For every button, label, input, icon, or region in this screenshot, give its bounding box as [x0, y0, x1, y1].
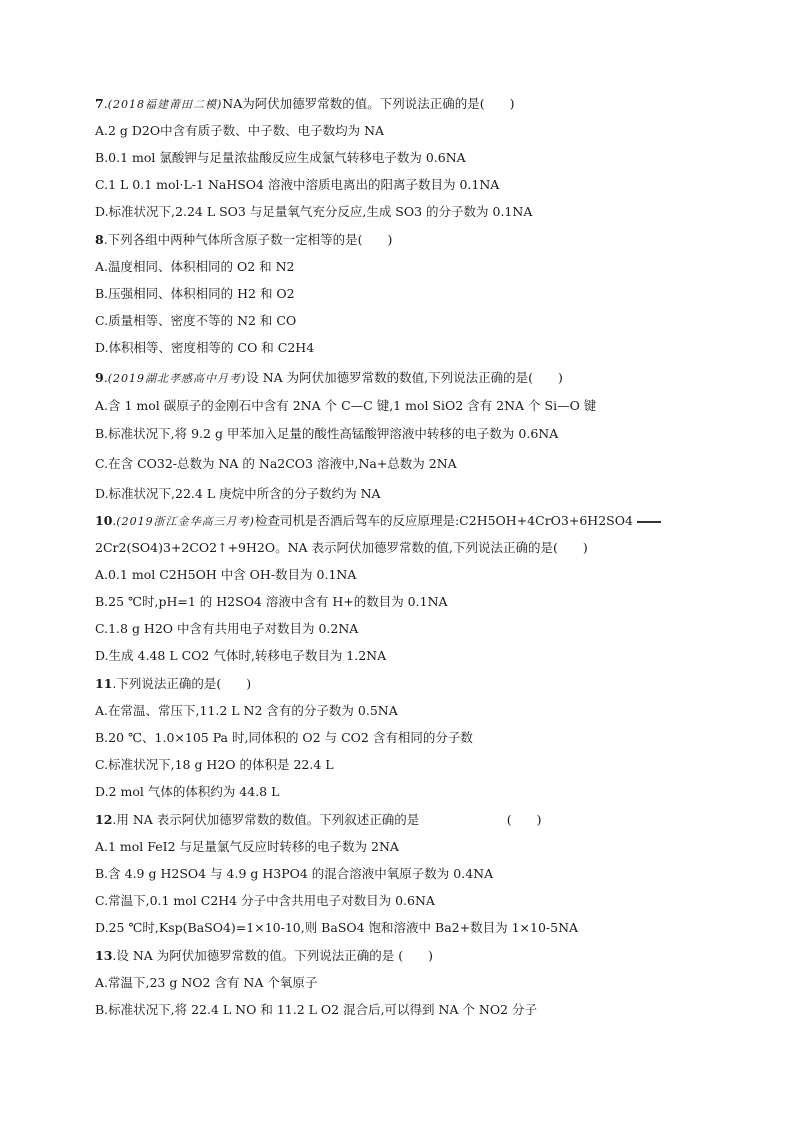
option-line: A.1 mol FeI2 与足量氯气反应时转移的电子数为 2NA — [95, 839, 399, 854]
option-line: D.25 ℃时,Ksp(BaSO4)=1×10-10,则 BaSO4 饱和溶液中 Ba2+数目为 1×10-5NA — [95, 920, 579, 935]
option-line: A.含 1 mol 碳原子的金刚石中含有 2NA 个 C—C 键,1 mol SiO2 含有 2NA 个 Si—O 键 — [95, 398, 597, 413]
question-text: .设 NA 为阿伏加德罗常数的值。下列说法正确的是 ( ) — [112, 948, 434, 963]
question-number: 10 — [95, 513, 113, 528]
question-number: 11 — [95, 676, 113, 691]
option-line: C.标准状况下,18 g H2O 的体积是 22.4 L — [95, 757, 334, 772]
question-source: (2019浙江金华高三月考) — [116, 515, 255, 528]
question-10-stem: 10.(2019浙江金华高三月考)检查司机是否酒后驾车的反应原理是:C2H5OH+4CrO3+6H2SO4 — [95, 513, 661, 530]
option-line: D.生成 4.48 L CO2 气体时,转移电子数目为 1.2NA — [95, 648, 387, 663]
question-text: .下列说法正确的是( ) — [112, 676, 252, 691]
option-line: C.在含 CO32-总数为 NA 的 Na2CO3 溶液中,Na+总数为 2NA — [95, 456, 457, 471]
question-number: 8 — [95, 232, 104, 247]
option-line: A.0.1 mol C2H5OH 中含 OH-数目为 0.1NA — [95, 567, 357, 582]
question-10-stem-continued: 2Cr2(SO4)3+2CO2↑+9H2O。NA 表示阿伏加德罗常数的值,下列说法正确的是( ) — [95, 540, 588, 555]
option-line: D.体积相等、密度相等的 CO 和 C2H4 — [95, 340, 315, 355]
question-number: 12 — [95, 812, 113, 827]
question-text: 检查司机是否酒后驾车的反应原理是:C2H5OH+4CrO3+6H2SO4 — [254, 513, 633, 528]
question-text: .下列各组中两种气体所含原子数一定相等的是( ) — [103, 232, 393, 247]
option-line: C.常温下,0.1 mol C2H4 分子中含共用电子对数目为 0.6NA — [95, 893, 435, 908]
question-number: 13 — [95, 948, 113, 963]
option-line: D.标准状况下,2.24 L SO3 与足量氧气充分反应,生成 SO3 的分子数为 0.1NA — [95, 204, 533, 219]
question-13-stem — [95, 948, 433, 964]
option-line: A.温度相同、体积相同的 O2 和 N2 — [95, 259, 295, 274]
question-number: 7 — [95, 96, 104, 111]
question-8-stem — [95, 232, 392, 248]
question-text: .用 NA 表示阿伏加德罗常数的数值。下列叙述正确的是 ( ) — [112, 812, 542, 827]
option-line: C.1.8 g H2O 中含有共用电子对数目为 0.2NA — [95, 621, 359, 636]
option-line: C.1 L 0.1 mol·L-1 NaHSO4 溶液中溶质电离出的阳离子数目为 0.1NA — [95, 177, 500, 192]
question-text: 设 NA 为阿伏加德罗常数的数值,下列说法正确的是( ) — [246, 370, 563, 385]
question-9-stem: 9.(2019湖北孝感高中月考)设 NA 为阿伏加德罗常数的数值,下列说法正确的是( ) — [95, 370, 563, 385]
question-text: NA为阿伏加德罗常数的值。下列说法正确的是( ) — [222, 96, 515, 111]
question-number: 9 — [95, 370, 104, 385]
option-line: D.2 mol 气体的体积约为 44.8 L — [95, 784, 280, 799]
option-line: B.标准状况下,将 22.4 L NO 和 11.2 L O2 混合后,可以得到 NA 个 NO2 分子 — [95, 1002, 538, 1017]
option-line: A.在常温、常压下,11.2 L N2 含有的分子数为 0.5NA — [95, 703, 398, 718]
option-line: D.标准状况下,22.4 L 庚烷中所含的分子数约为 NA — [95, 486, 381, 501]
question-source: (2019湖北孝感高中月考) — [107, 372, 247, 385]
option-line: B.标准状况下,将 9.2 g 甲苯加入足量的酸性高锰酸钾溶液中转移的电子数为 0.6NA — [95, 426, 559, 441]
option-line: C.质量相等、密度不等的 N2 和 CO — [95, 313, 297, 328]
question-source: (2018福建莆田二模) — [107, 98, 223, 111]
option-line: B.25 ℃时,pH=1 的 H2SO4 溶液中含有 H+的数目为 0.1NA — [95, 594, 448, 609]
question-7-stem: 7.(2018福建莆田二模)NA为阿伏加德罗常数的值。下列说法正确的是( ) — [95, 96, 515, 111]
option-line: A.2 g D2O中含有质子数、中子数、电子数均为 NA — [95, 123, 385, 138]
option-line: B.含 4.9 g H2SO4 与 4.9 g H3PO4 的混合溶液中氧原子数为 0.4NA — [95, 866, 494, 881]
question-11-stem — [95, 676, 251, 692]
option-line: B.20 ℃、1.0×105 Pa 时,同体积的 O2 与 CO2 含有相同的分子数 — [95, 730, 473, 745]
question-12-stem — [95, 812, 542, 828]
equals-sign — [637, 521, 661, 523]
option-line: A.常温下,23 g NO2 含有 NA 个氧原子 — [95, 975, 318, 990]
option-line: B.0.1 mol 氯酸钾与足量浓盐酸反应生成氯气转移电子数为 0.6NA — [95, 150, 466, 165]
option-line: B.压强相同、体积相同的 H2 和 O2 — [95, 286, 295, 301]
